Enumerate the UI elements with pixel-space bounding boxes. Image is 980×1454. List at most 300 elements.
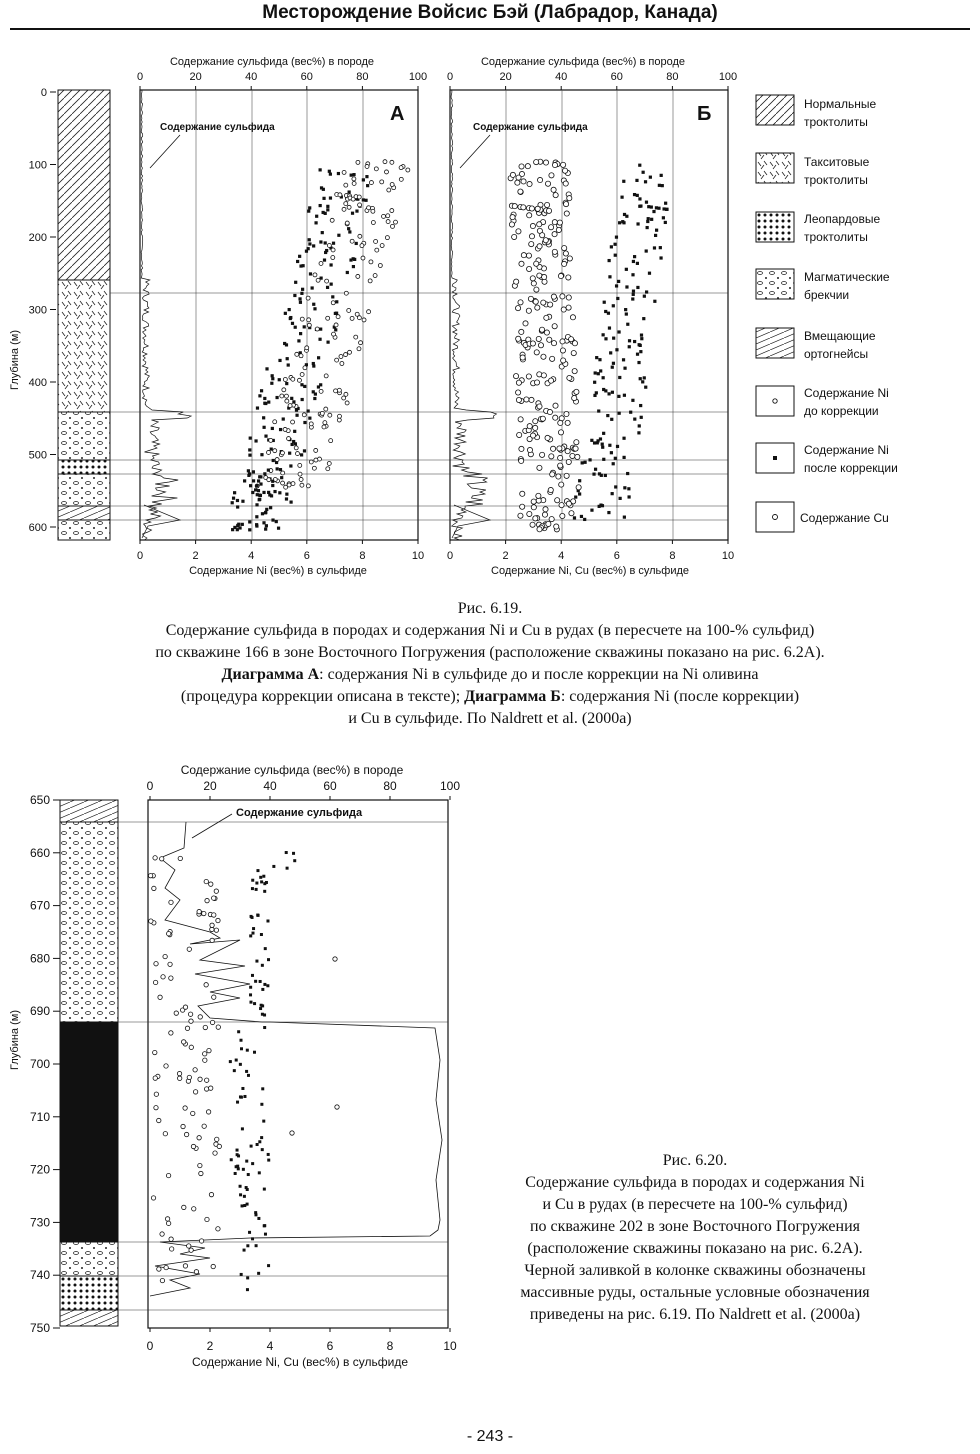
top-tick-label: 60 bbox=[610, 71, 623, 83]
ni-corrected-point bbox=[277, 527, 280, 530]
ni-corrected-point bbox=[646, 220, 649, 223]
cu-point bbox=[550, 472, 555, 477]
ni-corrected-point bbox=[285, 382, 288, 385]
cu-point bbox=[570, 453, 575, 458]
cu-point bbox=[530, 522, 535, 527]
cu-point bbox=[550, 356, 555, 361]
ni-corrected-point bbox=[271, 377, 274, 380]
cu-point bbox=[539, 327, 544, 332]
ni-corrected-point bbox=[248, 472, 251, 475]
ni-corrected-point bbox=[293, 430, 296, 433]
cu-point bbox=[558, 420, 563, 425]
ni-corrected-point bbox=[633, 193, 636, 196]
top-axis-title-a: Содержание сульфида (вес%) в породе bbox=[169, 56, 375, 68]
ni-corrected-point bbox=[624, 308, 627, 311]
ni-corrected-point bbox=[284, 312, 287, 315]
ni-corrected-point bbox=[315, 215, 318, 218]
cu-point bbox=[152, 886, 156, 890]
cu-point bbox=[516, 397, 521, 402]
ni-uncorrected-point bbox=[345, 221, 349, 225]
ni-corrected-point bbox=[289, 500, 292, 503]
ni-corrected-point bbox=[329, 196, 332, 199]
ni-corrected-point bbox=[661, 184, 664, 187]
ni-corrected-point bbox=[241, 500, 244, 503]
ni-corrected-point bbox=[594, 371, 597, 374]
bottom-tick-label: 4 bbox=[248, 550, 255, 562]
ni-corrected-point bbox=[273, 490, 276, 493]
ni-corrected-point bbox=[617, 280, 620, 283]
cu-point bbox=[518, 417, 523, 422]
ni-uncorrected-point bbox=[367, 310, 371, 314]
ni-corrected-point bbox=[629, 411, 632, 414]
ni-corrected-point bbox=[645, 201, 648, 204]
caption-6-19-title: Рис. 6.19. bbox=[457, 600, 523, 617]
ni-corrected-point bbox=[617, 395, 620, 398]
legend-2-line2: троктолиты bbox=[804, 173, 868, 187]
ni-uncorrected-point bbox=[306, 296, 310, 300]
cu-point bbox=[558, 455, 563, 460]
caption-6-20-line5: Черной заливкой в колонке скважины обозначены bbox=[524, 1262, 866, 1279]
top-tick-label: 0 bbox=[146, 779, 154, 793]
cu-point bbox=[534, 261, 539, 266]
ni-corrected-point bbox=[288, 308, 291, 311]
ni-corrected-point bbox=[612, 462, 615, 465]
ni-corrected-point bbox=[255, 503, 258, 506]
cu-point bbox=[531, 505, 536, 510]
legend-8-line1: Содержание Cu bbox=[800, 511, 889, 525]
ni-corrected-point bbox=[241, 1087, 244, 1090]
ni-corrected-point bbox=[641, 380, 644, 383]
ni-uncorrected-point bbox=[307, 318, 311, 322]
cu-point bbox=[562, 168, 567, 173]
ni-corrected-point bbox=[625, 215, 628, 218]
cu-point bbox=[202, 911, 206, 915]
ni-uncorrected-point bbox=[375, 248, 379, 252]
ni-corrected-point bbox=[292, 440, 295, 443]
depth-tick-label: 670 bbox=[29, 898, 50, 913]
ni-corrected-point bbox=[258, 1140, 261, 1143]
cu-point bbox=[527, 213, 532, 218]
ni-corrected-point bbox=[251, 974, 254, 977]
ni-corrected-point bbox=[583, 518, 586, 521]
ni-corrected-point bbox=[293, 294, 296, 297]
ni-corrected-point bbox=[267, 1159, 270, 1162]
cu-point bbox=[548, 378, 553, 383]
ni-uncorrected-point bbox=[324, 407, 328, 411]
ni-corrected-point bbox=[301, 398, 304, 401]
cu-point bbox=[537, 404, 542, 409]
ni-corrected-point bbox=[243, 479, 246, 482]
cu-point bbox=[183, 1264, 187, 1268]
cu-point bbox=[566, 275, 571, 280]
cu-point bbox=[169, 1237, 173, 1241]
figure-6-20 bbox=[0, 760, 470, 1380]
cu-point bbox=[564, 473, 569, 478]
ni-corrected-point bbox=[298, 255, 301, 258]
ni-corrected-point bbox=[254, 980, 257, 983]
ni-uncorrected-point bbox=[331, 248, 335, 252]
ni-uncorrected-point bbox=[273, 449, 277, 453]
cu-point bbox=[552, 324, 557, 329]
bottom-tick-label: 10 bbox=[443, 1339, 457, 1353]
ni-corrected-point bbox=[645, 290, 648, 293]
ni-corrected-point bbox=[322, 211, 325, 214]
ni-corrected-point bbox=[243, 1095, 246, 1098]
ni-corrected-point bbox=[645, 249, 648, 252]
ni-uncorrected-point bbox=[281, 481, 285, 485]
cu-point bbox=[214, 928, 218, 932]
top-tick-label: 20 bbox=[203, 779, 217, 793]
ni-corrected-point bbox=[231, 528, 234, 531]
sulfide-curve-tail bbox=[142, 505, 180, 538]
ni-corrected-point bbox=[614, 254, 617, 257]
cu-point bbox=[571, 350, 576, 355]
ni-corrected-point bbox=[362, 198, 365, 201]
ni-corrected-point bbox=[606, 414, 609, 417]
ni-corrected-point bbox=[233, 491, 236, 494]
legend-1-line1: Нормальные bbox=[804, 97, 877, 111]
header-rule bbox=[10, 28, 970, 30]
ni-corrected-point bbox=[326, 208, 329, 211]
caption-6-20-line4: (расположение скважины показано на рис. 6.2А). bbox=[527, 1240, 863, 1257]
ni-corrected-point bbox=[239, 1193, 242, 1196]
cu-point bbox=[290, 1131, 294, 1135]
ni-corrected-point bbox=[262, 426, 265, 429]
depth-tick-label: 650 bbox=[29, 793, 50, 807]
ni-corrected-point bbox=[259, 876, 262, 879]
legend bbox=[756, 95, 898, 532]
cu-point bbox=[198, 1077, 202, 1081]
top-tick-label: 60 bbox=[300, 71, 313, 83]
ni-corrected-point bbox=[271, 480, 274, 483]
ni-corrected-point bbox=[347, 227, 350, 230]
ni-corrected-point bbox=[595, 356, 598, 359]
ni-corrected-point bbox=[334, 328, 337, 331]
ni-uncorrected-point bbox=[334, 389, 338, 393]
legend-4-line2: брекчии bbox=[804, 288, 850, 302]
ni-uncorrected-point bbox=[344, 392, 348, 396]
cu-point bbox=[198, 1163, 202, 1167]
ni-corrected-point bbox=[650, 218, 653, 221]
ni-corrected-point bbox=[362, 178, 365, 181]
ni-corrected-point bbox=[248, 1231, 251, 1234]
cu-point bbox=[202, 1124, 206, 1128]
cu-point bbox=[177, 1071, 181, 1075]
sulfide-curve-path bbox=[141, 90, 191, 540]
bottom-tick-label: 0 bbox=[446, 550, 454, 562]
ni-corrected-point bbox=[248, 520, 251, 523]
ni-uncorrected-point bbox=[344, 353, 348, 357]
ni-uncorrected-point bbox=[267, 478, 271, 482]
cu-point bbox=[527, 447, 532, 452]
legend-1-line2: троктолиты bbox=[804, 115, 868, 129]
caption-6-20-line1: Содержание сульфида в породах и содержания Ni bbox=[525, 1174, 865, 1191]
ni-corrected-point bbox=[251, 879, 254, 882]
ni-corrected-point bbox=[266, 919, 269, 922]
ni-corrected-point bbox=[292, 852, 295, 855]
cu-point bbox=[335, 1105, 339, 1109]
ni-uncorrected-point bbox=[291, 377, 295, 381]
ni-corrected-point bbox=[636, 262, 639, 265]
ni-corrected-point bbox=[351, 212, 354, 215]
ni-corrected-point bbox=[261, 1148, 264, 1151]
ni-uncorrected-point bbox=[309, 460, 313, 464]
cu-point bbox=[189, 1248, 193, 1252]
cu-point bbox=[203, 1025, 207, 1029]
ni-corrected-point bbox=[604, 474, 607, 477]
ni-uncorrected-point bbox=[334, 323, 338, 327]
bottom-axis-title-a: Содержание Ni (вес%) в сульфиде bbox=[189, 565, 367, 577]
cu-point bbox=[563, 181, 568, 186]
ni-uncorrected-point bbox=[327, 461, 331, 465]
cu-point bbox=[534, 350, 539, 355]
ni-corrected-point bbox=[613, 243, 616, 246]
ni-uncorrected-point bbox=[390, 183, 394, 187]
ni-corrected-point bbox=[608, 326, 611, 329]
ni-corrected-point bbox=[627, 495, 630, 498]
ni-corrected-point bbox=[233, 1069, 236, 1072]
ni-corrected-point bbox=[246, 1244, 249, 1247]
ni-uncorrected-point bbox=[369, 181, 373, 185]
cu-point bbox=[544, 202, 549, 207]
ni-corrected-point bbox=[271, 374, 274, 377]
cu-point bbox=[536, 336, 541, 341]
caption-6-19-line4 bbox=[20, 686, 960, 708]
cu-point bbox=[177, 1076, 181, 1080]
cu-point bbox=[204, 1087, 208, 1091]
cu-point bbox=[564, 411, 569, 416]
ni-corrected-point bbox=[602, 432, 605, 435]
ni-corrected-point bbox=[592, 473, 595, 476]
ni-corrected-point bbox=[622, 358, 625, 361]
cu-point bbox=[529, 397, 534, 402]
cu-point bbox=[169, 1247, 173, 1251]
cu-point bbox=[558, 463, 563, 468]
ni-corrected-point bbox=[255, 515, 258, 518]
ni-corrected-point bbox=[664, 202, 667, 205]
scatter-points-620 bbox=[148, 851, 339, 1291]
ni-uncorrected-point bbox=[342, 170, 346, 174]
cu-point bbox=[554, 524, 559, 529]
ni-corrected-point bbox=[647, 217, 650, 220]
ni-corrected-point bbox=[303, 325, 306, 328]
ni-corrected-point bbox=[263, 1013, 266, 1016]
cu-point bbox=[333, 957, 337, 961]
ni-corrected-point bbox=[326, 341, 329, 344]
top-axis-title-620: Содержание сульфида (вес%) в породе bbox=[180, 763, 404, 777]
ni-corrected-point bbox=[622, 437, 625, 440]
bottom-tick-label: 0 bbox=[136, 550, 144, 562]
ni-corrected-point bbox=[573, 516, 576, 519]
ni-corrected-point bbox=[285, 493, 288, 496]
ni-corrected-point bbox=[644, 386, 647, 389]
ni-corrected-point bbox=[252, 470, 255, 473]
ni-corrected-point bbox=[337, 172, 340, 175]
cu-point bbox=[552, 232, 557, 237]
ni-uncorrected-point bbox=[283, 378, 287, 382]
ni-uncorrected-point bbox=[287, 437, 291, 441]
ni-uncorrected-point bbox=[331, 256, 335, 260]
ni-corrected-point bbox=[640, 333, 643, 336]
ni-corrected-point bbox=[278, 359, 281, 362]
ni-corrected-point bbox=[314, 221, 317, 224]
ni-corrected-point bbox=[246, 1288, 249, 1291]
ni-corrected-point bbox=[312, 303, 315, 306]
cu-point bbox=[560, 513, 565, 518]
cu-point bbox=[519, 164, 524, 169]
cu-point bbox=[537, 527, 542, 532]
cu-point bbox=[545, 181, 550, 186]
ni-corrected-point bbox=[643, 295, 646, 298]
ni-corrected-point bbox=[639, 377, 642, 380]
ni-uncorrected-point bbox=[291, 482, 295, 486]
ni-corrected-point bbox=[308, 238, 311, 241]
ni-corrected-point bbox=[580, 515, 583, 518]
cu-point bbox=[531, 281, 536, 286]
ni-corrected-point bbox=[632, 290, 635, 293]
ni-corrected-point bbox=[271, 484, 274, 487]
cu-point bbox=[520, 355, 525, 360]
cu-point bbox=[527, 511, 532, 516]
ni-corrected-point bbox=[259, 475, 262, 478]
ni-corrected-point bbox=[257, 489, 260, 492]
cu-point bbox=[560, 294, 565, 299]
ni-uncorrected-point bbox=[303, 366, 307, 370]
sulfide-curve-path bbox=[451, 90, 496, 540]
ni-corrected-point bbox=[602, 458, 605, 461]
ni-corrected-point bbox=[267, 1153, 270, 1156]
ni-uncorrected-point bbox=[390, 224, 394, 228]
cu-point bbox=[551, 187, 556, 192]
ni-uncorrected-point bbox=[371, 221, 375, 225]
ni-corrected-point bbox=[659, 246, 662, 249]
ni-corrected-point bbox=[610, 418, 613, 421]
ni-uncorrected-point bbox=[342, 396, 346, 400]
ni-uncorrected-point bbox=[374, 239, 378, 243]
ni-corrected-point bbox=[646, 226, 649, 229]
ni-corrected-point bbox=[246, 1049, 249, 1052]
ni-uncorrected-point bbox=[390, 209, 394, 213]
bottom-tick-label: 4 bbox=[266, 1339, 274, 1353]
cu-point bbox=[534, 380, 539, 385]
cu-point bbox=[516, 380, 521, 385]
cu-point bbox=[541, 373, 546, 378]
ni-uncorrected-point bbox=[356, 274, 360, 278]
cu-point bbox=[529, 234, 534, 239]
sulfide-curve-a bbox=[141, 90, 191, 540]
ni-uncorrected-point bbox=[299, 354, 303, 358]
ni-corrected-point bbox=[649, 176, 652, 179]
cu-point bbox=[559, 482, 564, 487]
ni-uncorrected-point bbox=[352, 177, 356, 181]
cu-point bbox=[548, 225, 553, 230]
ni-corrected-point bbox=[289, 316, 292, 319]
legend-3-line2: троктолиты bbox=[804, 230, 868, 244]
ni-corrected-point bbox=[267, 1264, 270, 1267]
ni-corrected-point bbox=[631, 297, 634, 300]
ni-corrected-point bbox=[321, 231, 324, 234]
ni-uncorrected-point bbox=[331, 301, 335, 305]
ni-uncorrected-point bbox=[354, 335, 358, 339]
ni-corrected-point bbox=[263, 397, 266, 400]
ni-corrected-point bbox=[332, 242, 335, 245]
cu-point bbox=[154, 1092, 158, 1096]
ni-corrected-point bbox=[625, 268, 628, 271]
cu-point bbox=[551, 341, 556, 346]
cu-point bbox=[160, 1278, 164, 1282]
ni-corrected-point bbox=[247, 1074, 250, 1077]
ni-corrected-point bbox=[258, 1171, 261, 1174]
ni-uncorrected-point bbox=[344, 291, 348, 295]
ni-corrected-point bbox=[305, 250, 308, 253]
ni-uncorrected-point bbox=[319, 261, 323, 265]
sulfide-curve-620 bbox=[150, 822, 442, 1296]
bottom-tick-label: 2 bbox=[192, 550, 199, 562]
ni-corrected-point bbox=[623, 367, 626, 370]
ni-corrected-point bbox=[612, 304, 615, 307]
ni-corrected-point bbox=[283, 342, 286, 345]
cu-point bbox=[566, 305, 571, 310]
ni-uncorrected-point bbox=[390, 160, 394, 164]
cu-point bbox=[206, 1110, 210, 1114]
panel-a-label: А bbox=[390, 103, 405, 125]
ni-corrected-point bbox=[278, 491, 281, 494]
ni-corrected-point bbox=[662, 216, 665, 219]
cu-point bbox=[533, 299, 538, 304]
cu-point bbox=[184, 1132, 188, 1136]
ni-uncorrected-point bbox=[344, 202, 348, 206]
ni-corrected-point bbox=[275, 520, 278, 523]
cu-point bbox=[561, 162, 566, 167]
ni-uncorrected-point bbox=[380, 244, 384, 248]
cu-point bbox=[510, 172, 515, 177]
ni-uncorrected-point bbox=[280, 451, 284, 455]
ni-corrected-point bbox=[622, 456, 625, 459]
ni-corrected-point bbox=[265, 367, 268, 370]
depth-axis-label: Глубина (м) bbox=[9, 330, 21, 390]
ni-uncorrected-point bbox=[337, 414, 341, 418]
ni-corrected-point bbox=[643, 376, 646, 379]
legend-5-line2: ортогнейсы bbox=[804, 347, 869, 361]
cu-point bbox=[531, 499, 536, 504]
ni-uncorrected-point bbox=[387, 188, 391, 192]
ni-corrected-point bbox=[262, 521, 265, 524]
ni-uncorrected-point bbox=[374, 167, 378, 171]
cu-point bbox=[566, 501, 571, 506]
sulfide-curve-path bbox=[150, 822, 442, 1296]
ni-corrected-point bbox=[241, 1127, 244, 1130]
ni-corrected-point bbox=[241, 523, 244, 526]
top-axis-title-b: Содержание сульфида (вес%) в породе bbox=[480, 56, 686, 68]
cu-point bbox=[149, 919, 153, 923]
ni-uncorrected-point bbox=[371, 209, 375, 213]
ni-corrected-point bbox=[300, 292, 303, 295]
ni-corrected-point bbox=[258, 498, 261, 501]
ni-corrected-point bbox=[640, 337, 643, 340]
ni-corrected-point bbox=[235, 1059, 238, 1062]
ni-corrected-point bbox=[352, 173, 355, 176]
cu-point bbox=[185, 1026, 189, 1030]
legend-7-line2: после коррекции bbox=[804, 461, 898, 475]
cu-point bbox=[545, 435, 550, 440]
ni-corrected-point bbox=[601, 504, 604, 507]
cu-point bbox=[518, 189, 523, 194]
ni-corrected-point bbox=[610, 245, 613, 248]
cu-point bbox=[573, 446, 578, 451]
ni-corrected-point bbox=[264, 528, 267, 531]
cu-point bbox=[203, 1058, 207, 1062]
ni-uncorrected-point bbox=[323, 421, 327, 425]
